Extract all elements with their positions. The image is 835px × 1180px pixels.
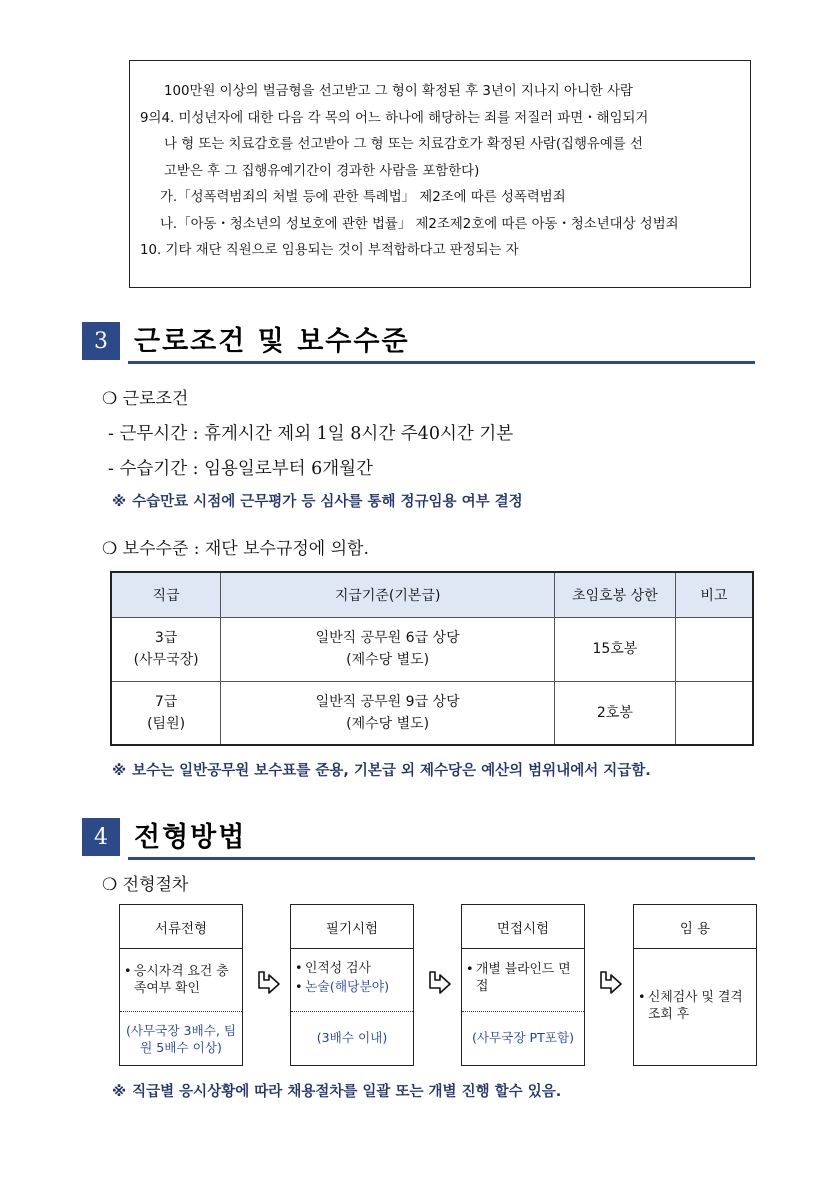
work-hours-line: - 근무시간 : 휴게시간 제외 1일 8시간 주40시간 기본 <box>108 424 514 444</box>
arrow-right-icon <box>599 968 623 996</box>
table-header-row <box>111 572 753 617</box>
flow-step-written <box>290 904 414 1066</box>
box-line: 나.「아동・청소년의 성보호에 관한 법률」 제2조제2호에 따른 아동・청소년대상 성범죄 <box>160 216 679 232</box>
note-cell <box>675 617 753 681</box>
flow-step-title: 면접시험 <box>462 905 584 949</box>
box-line: 10. 기타 재단 직원으로 임용되는 것이 부적합하다고 판정되는 자 <box>140 243 519 258</box>
table-row <box>111 681 753 745</box>
flow-step-extra: (사무국장 PT포함) <box>471 1030 575 1045</box>
section-4-header <box>82 818 755 860</box>
grade-cell: 3급 (사무국장) <box>111 617 221 681</box>
flow-divider <box>120 1011 242 1012</box>
pay-table <box>110 571 754 746</box>
flow-step-items: • 인적성 검사 • 논술(해당분야) <box>295 961 390 995</box>
arrow-right-icon <box>257 968 281 996</box>
flow-step-extra: (3배수 이내) <box>316 1030 388 1045</box>
column-header: 비고 <box>675 572 753 617</box>
section-underline <box>128 361 755 364</box>
column-header: 직급 <box>111 572 221 617</box>
flow-step-items: • 개별 블라인드 면접 <box>466 962 571 994</box>
process-bullet: ❍ 전형절차 <box>102 875 189 895</box>
pay-note-text: 보수는 일반공무원 보수표를 준용, 기본급 외 제수당은 예산의 범위내에서 지급함. <box>132 763 651 779</box>
box-line: 9의4. 미성년자에 대한 다음 각 목의 어느 하나에 해당하는 죄를 저질러 파면・해임되거 <box>140 110 649 126</box>
step-cell: 15호봉 <box>555 617 676 681</box>
probation-note <box>112 490 523 511</box>
step-cell: 2호봉 <box>555 681 676 745</box>
flow-divider <box>291 1011 413 1012</box>
column-header: 지급기준(기본급) <box>221 572 555 617</box>
section-number: 3 <box>82 322 120 360</box>
pay-level-bullet: ❍ 보수수준 : 재단 보수규정에 의함. <box>102 539 369 559</box>
flow-step-title: 필기시험 <box>291 905 413 949</box>
flow-step-items: • 신체검사 및 결격조회 후 <box>638 990 743 1022</box>
box-line: 고받은 후 그 집행유예기간이 경과한 사람을 포함한다) <box>164 163 480 179</box>
work-conditions-bullet: ❍ 근로조건 <box>102 389 189 409</box>
box-line: 100만원 이상의 벌금형을 선고받고 그 형이 확정된 후 3년이 지나지 아니한 사람 <box>164 84 633 99</box>
section-number: 4 <box>82 818 120 856</box>
section-title: 근로조건 및 보수수준 <box>134 326 410 357</box>
disqualification-box <box>129 60 751 288</box>
column-header: 초임호봉 상한 <box>555 572 676 617</box>
basis-cell: 일반직 공무원 6급 상당 (제수당 별도) <box>221 617 555 681</box>
probation-line: - 수습기간 : 임용일로부터 6개월간 <box>108 459 373 479</box>
note-cell <box>675 681 753 745</box>
flow-step-items: • 응시자격 요건 충족여부 확인 <box>124 964 229 996</box>
box-line: 나 형 또는 치료감호를 선고받아 그 형 또는 치료감호가 확정된 사람(집행유예를 선 <box>164 137 643 152</box>
pay-note <box>112 759 651 780</box>
flow-step-extra: (사무국장 3배수, 팀원 5배수 이상) <box>125 1023 237 1055</box>
probation-note-text: 수습만료 시점에 근무평가 등 심사를 통해 정규임용 여부 결정 <box>132 494 523 510</box>
note-mark: ※ <box>112 763 127 779</box>
flow-step-document <box>119 904 243 1066</box>
section-title: 전형방법 <box>134 822 247 853</box>
process-note-text: 직급별 응시상황에 따라 채용절차를 일괄 또는 개별 진행 할수 있음. <box>132 1084 562 1100</box>
flow-step-appointment <box>633 904 757 1066</box>
section-underline <box>128 857 755 860</box>
flow-divider <box>462 1011 584 1012</box>
arrow-right-icon <box>428 968 452 996</box>
process-note <box>112 1080 561 1101</box>
box-line: 가.「성폭력범죄의 처벌 등에 관한 특례법」 제2조에 따른 성폭력범죄 <box>160 190 566 205</box>
note-mark: ※ <box>112 494 127 510</box>
flow-step-interview <box>461 904 585 1066</box>
table-row <box>111 617 753 681</box>
note-mark: ※ <box>112 1084 127 1100</box>
basis-cell: 일반직 공무원 9급 상당 (제수당 별도) <box>221 681 555 745</box>
section-3-header <box>82 322 755 364</box>
grade-cell: 7급 (팀원) <box>111 681 221 745</box>
flow-step-title: 임 용 <box>634 905 756 949</box>
flow-step-title: 서류전형 <box>120 905 242 949</box>
